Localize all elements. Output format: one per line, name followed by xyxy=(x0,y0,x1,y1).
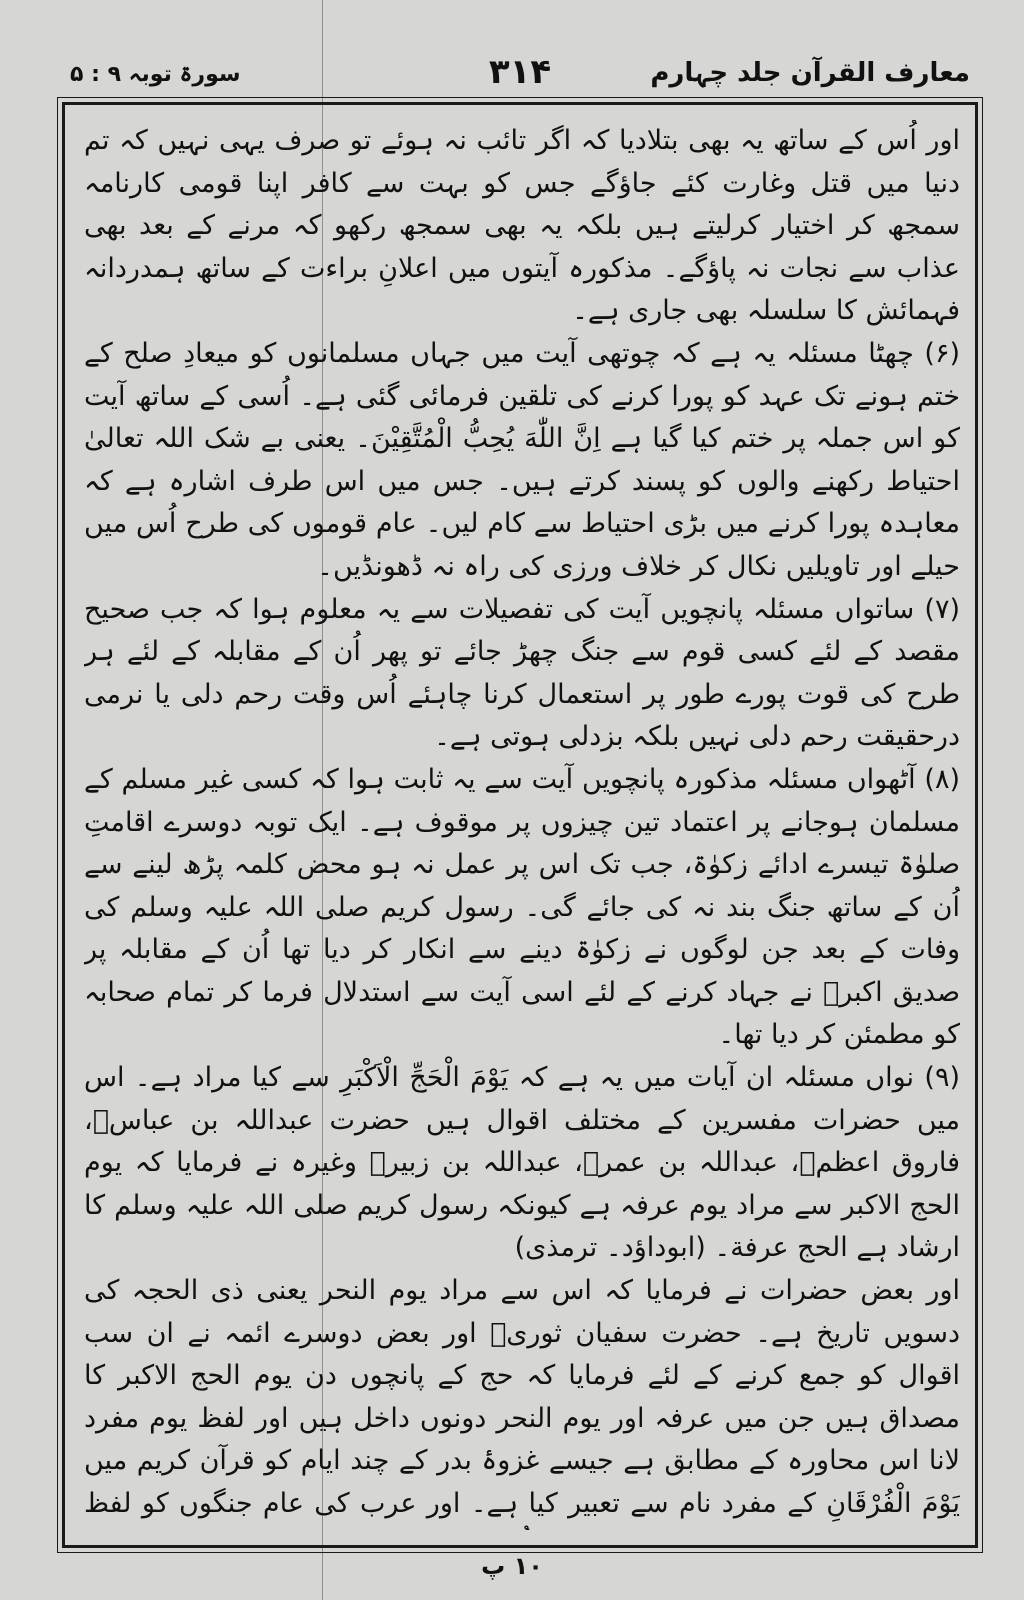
surah-reference: سورۃ توبہ ۹ : ۵ xyxy=(70,62,241,87)
body-text xyxy=(84,120,960,1530)
paragraph: اور بعض حضرات نے فرمایا کہ اس سے مراد یوم النحر یعنی ذی الحجہ کی دسویں تاریخ ہے۔ حضرت سفیان ثوریؒ اور بعض دوسرے ائمہ نے ان سب اقوال کو جمع کرنے کے لئے فرمایا کہ حج کے پانچوں دن یوم الحج الاکبر کا مصداق ہیں جن میں عرفہ اور یوم النحر دونوں داخل ہیں اور لفظ یوم مفرد لانا اس محاورہ کے مطابق ہے جیسے غزوۂ بدر کے چند ایام کو قرآن کریم میں يَوْمَ الْفُرْقَانِ کے مفرد نام سے تعبیر کیا ہے۔ اور عرب کی عام جنگوں کو لفظ xyxy=(84,1275,960,1519)
book-title: معارف القرآن جلد چہارم xyxy=(650,58,970,88)
page-number: ۳۱۴ xyxy=(488,52,552,92)
paragraph: (۷) ساتواں مسئلہ پانچویں آیت کی تفصیلات سے یہ معلوم ہوا کہ جب صحیح مقصد کے لئے کسی قوم سے جنگ چھڑ جائے تو پھر اُن کے مقابلہ کے لئے ہر طرح کی قوت پورے طور پر استعمال کرنا چاہئے اُس وقت رحم دلی یا نرمی درحقیقت رحم دلی نہیں بلکہ بزدلی ہوتی ہے۔ xyxy=(84,593,960,753)
page-header xyxy=(70,52,970,104)
paragraph: (۸) آٹھواں مسئلہ مذکورہ پانچویں آیت سے یہ ثابت ہوا کہ کسی غیر مسلم کے مسلمان ہوجانے پر اعتماد تین چیزوں پر موقوف ہے۔ ایک توبہ دوسرے اقامتِ صلوٰۃ تیسرے ادائے زکوٰۃ، جب تک اس پر عمل نہ ہو محض کلمہ پڑھ لینے سے اُن کے ساتھ جنگ بند نہ کی جائے گی۔ رسول کریم صلی اللہ علیہ وسلم کی وفات کے بعد جن لوگوں نے زکوٰۃ دینے سے انکار کر دیا تھا اُن کے مقابلہ پر صدیق اکبرؓ نے جہاد کرنے کے لئے اسی آیت سے استدلال فرما کر تمام صحابہ کو مطمئن کر دیا تھا۔ xyxy=(84,763,960,1051)
paragraph: (۹) نواں مسئلہ ان آیات میں یہ ہے کہ يَوْمَ الْحَجِّ الْاَكْبَرِ سے کیا مراد ہے۔ اس میں حضرات مفسرین کے مختلف اقوال ہیں حضرت عبداللہ بن عباسؓ، فاروق اعظمؓ، عبداللہ بن عمرؓ، عبداللہ بن زبیرؓ وغیرہ نے فرمایا کہ یوم الحج الاکبر سے مراد یوم عرفہ ہے کیونکہ رسول کریم صلی اللہ علیہ وسلم کا ارشاد ہے الحج عرفة۔ (ابوداؤد۔ ترمذی) xyxy=(84,1062,960,1264)
signature-mark: ۱۰ پ xyxy=(481,1552,543,1580)
paragraph: (۶) چھٹا مسئلہ یہ ہے کہ چوتھی آیت میں جہاں مسلمانوں کو میعادِ صلح کے ختم ہونے تک عہد کو پورا کرنے کی تلقین فرمائی گئی ہے۔ اُسی کے ساتھ آیت کو اس جملہ پر ختم کیا گیا ہے اِنَّ اللّٰهَ يُحِبُّ الْمُتَّقِيْنَ۔ یعنی بے شک اللہ تعالیٰ احتیاط رکھنے والوں کو پسند کرتے ہیں۔ جس میں اس طرف اشارہ ہے کہ معاہدہ پورا کرنے میں بڑی احتیاط سے کام لیں۔ عام قوموں کی طرح اُس میں حیلے اور تاویلیں نکال کر خلاف ورزی کی راہ نہ ڈھونڈیں۔ xyxy=(84,337,960,582)
paragraph: اور اُس کے ساتھ یہ بھی بتلادیا کہ اگر تائب نہ ہوئے تو صرف یہی نہیں کہ تم دنیا میں قتل وغارت کئے جاؤگے جس کو بہت سے کافر اپنا قومی کارنامہ سمجھ کر اختیار کرلیتے ہیں بلکہ یہ بھی سمجھ رکھو کہ مرنے کے بعد بھی عذاب سے نجات نہ پاؤگے۔ مذکورہ آیتوں میں اعلانِ براءت کے ساتھ ہمدردانہ فہمائش کا سلسلہ بھی جاری ہے۔ xyxy=(84,125,960,327)
